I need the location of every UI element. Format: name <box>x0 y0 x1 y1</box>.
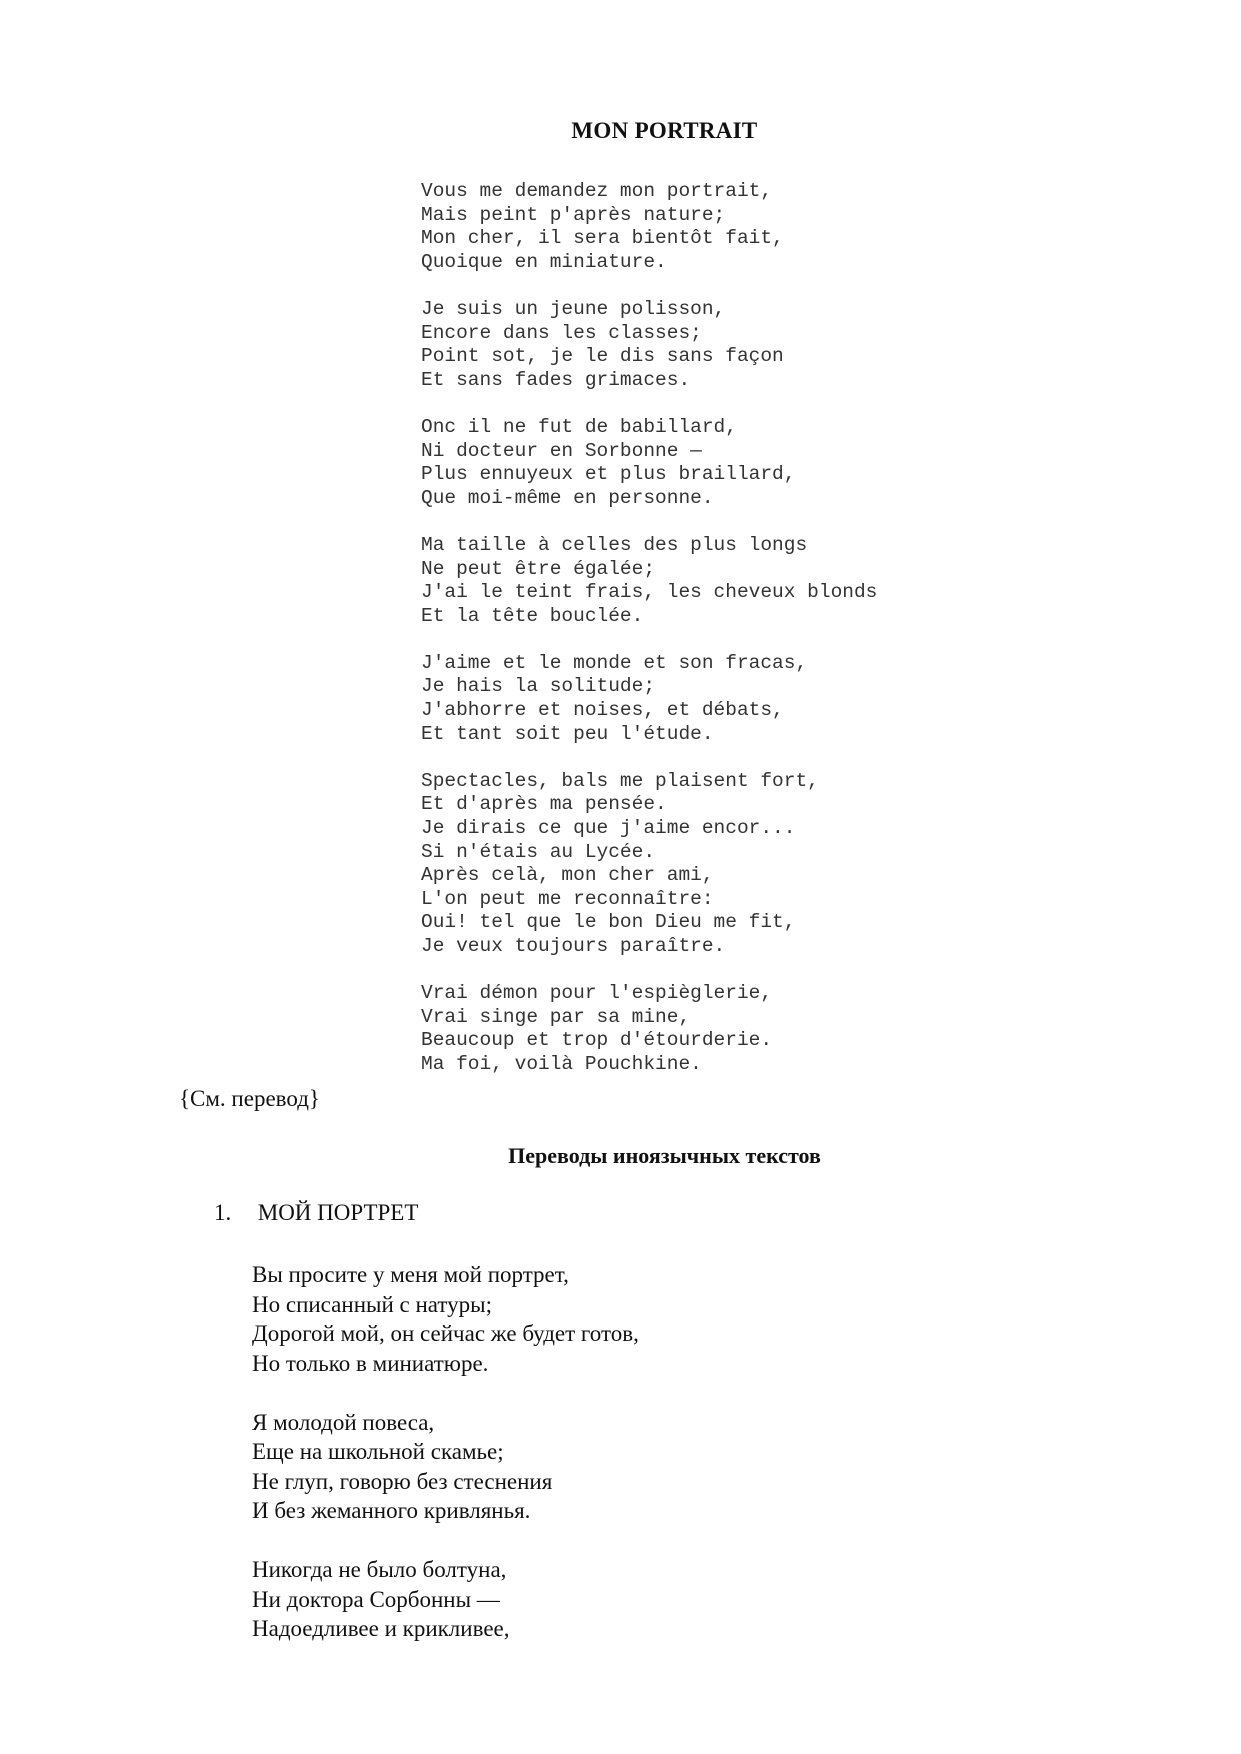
translation-line: Но только в миниатюре. <box>252 1350 489 1376</box>
poem-stanza <box>421 652 877 746</box>
poem-line: Vrai démon pour l'espièglerie, <box>421 982 773 1005</box>
translation-stanza <box>252 1260 639 1378</box>
poem-line: Mais peint p'après nature; <box>421 203 726 226</box>
translation-line: Ни доктора Сорбонны — <box>252 1586 500 1612</box>
translation-line: Я молодой повеса, <box>252 1409 435 1435</box>
translation-line: Но списанный с натуры; <box>252 1291 492 1317</box>
poem-line: J'aime et le monde et son fracas, <box>421 651 808 674</box>
poem-line: Après celà, mon cher ami, <box>421 864 714 887</box>
poem-stanza <box>421 298 877 392</box>
poem-line: Spectacles, bals me plaisent fort, <box>421 769 819 792</box>
poem-line: Je dirais ce que j'aime encor... <box>421 817 796 840</box>
translation-line: Надоедливее и крикливее, <box>252 1616 510 1641</box>
poem-line: Ma foi, voilà Pouchkine. <box>421 1052 702 1075</box>
see-translation-link[interactable]: {См. перевод} <box>179 1086 320 1111</box>
poem-line: Et tant soit peu l'étude. <box>421 722 714 745</box>
poem-line: Point sot, je le dis sans façon <box>421 345 784 368</box>
translation-line: Никогда не было болтуна, <box>252 1557 507 1582</box>
poem-stanza <box>421 416 877 510</box>
poem-stanza <box>421 982 877 1076</box>
translation-stanza <box>252 1555 639 1644</box>
french-poem <box>421 180 877 1077</box>
translation-stanza <box>252 1408 639 1526</box>
poem-line: Beaucoup et trop d'étourderie. <box>421 1029 773 1052</box>
poem-line: Et d'après ma pensée. <box>421 793 667 816</box>
translation-line: И без жеманного кривлянья. <box>252 1498 531 1523</box>
poem-line: Je suis un jeune polisson, <box>421 297 726 320</box>
poem-line: J'abhorre et noises, et débats, <box>421 699 784 722</box>
poem-stanza <box>421 180 877 274</box>
poem-line: Ne peut être égalée; <box>421 557 656 580</box>
poem-line: Et sans fades grimaces. <box>421 368 691 391</box>
poem-line: L'on peut me reconnaître: <box>421 887 714 910</box>
poem-line: Ma taille à celles des plus longs <box>421 533 808 556</box>
translation-line: Еще на школьной скамье; <box>252 1439 504 1464</box>
poem-line: Je veux toujours paraître. <box>421 935 726 957</box>
poem-stanza <box>421 534 877 628</box>
poem-line: Vous me demandez mon portrait, <box>421 180 773 202</box>
poem-line: Quoique en miniature. <box>421 250 667 273</box>
poem-line: Onc il ne fut de babillard, <box>421 415 737 438</box>
poem-title: MON PORTRAIT <box>571 118 758 143</box>
translation-line: Не глуп, говорю без стеснения <box>252 1468 553 1494</box>
poem-line: Si n'étais au Lycée. <box>421 840 656 863</box>
russian-translation <box>252 1260 639 1644</box>
poem-line: Vrai singe par sa mine, <box>421 1005 691 1028</box>
poem-line: Que moi-même en personne. <box>421 486 714 509</box>
poem-line: Ni docteur en Sorbonne — <box>421 439 702 462</box>
poem-line: J'ai le teint frais, les cheveux blonds <box>421 581 878 604</box>
translation-title: МОЙ ПОРТРЕТ <box>257 1200 419 1225</box>
translation-item-title <box>214 1200 418 1226</box>
poem-line: Je hais la solitude; <box>421 675 656 698</box>
translation-line: Дорогой мой, он сейчас же будет готов, <box>252 1321 639 1346</box>
poem-line: Mon cher, il sera bientôt fait, <box>421 227 784 250</box>
translation-line: Вы просите у меня мой портрет, <box>252 1262 569 1287</box>
poem-line: Encore dans les classes; <box>421 321 702 344</box>
poem-stanza <box>421 770 877 959</box>
poem-line: Oui! tel que le bon Dieu me fit, <box>421 911 796 934</box>
poem-line: Plus ennuyeux et plus braillard, <box>421 463 796 486</box>
translations-heading: Переводы иноязычных текстов <box>508 1143 821 1168</box>
poem-line: Et la tête bouclée. <box>421 604 644 627</box>
list-number: 1. <box>214 1200 232 1225</box>
